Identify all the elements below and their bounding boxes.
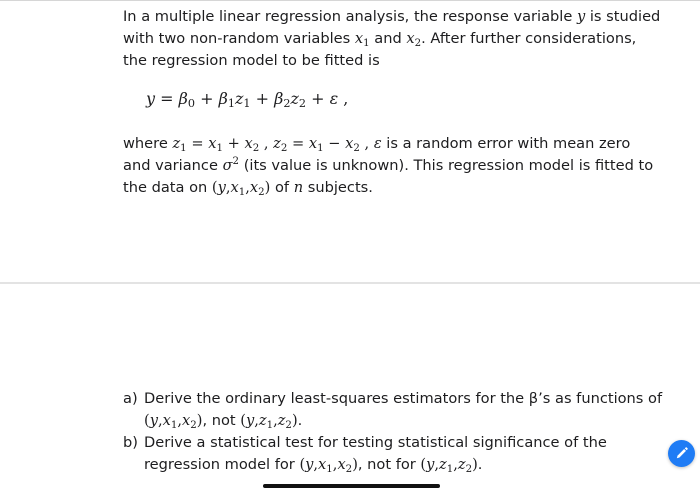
question-a: a) Derive the ordinary least-squares estimators for the β’s as functions of $(y,x_1,x_2)$, not $(y,z_1,z_2)$. <box>123 390 663 431</box>
question-b: b) Derive a statistical test for testing statistical significance of the regression model for $(y,x_1,x_2)$, not for $(y,z_1,z_2)$. <box>123 434 607 475</box>
question-label: b) <box>123 434 138 451</box>
edit-button[interactable] <box>668 440 695 467</box>
questions-list <box>123 388 663 476</box>
intro-line-1: In a multiple linear regression analysis, the response variable y is studied <box>123 8 661 25</box>
where-line-3: the data on $(y,x_1,x_2)$ of n subjects. <box>123 179 373 198</box>
top-divider <box>0 0 700 1</box>
where-line-2: and variance $\sigma^2$ (its value is unknown). This regression model is fitted to <box>123 156 654 174</box>
section-divider <box>0 282 700 284</box>
where-paragraph <box>123 133 654 199</box>
intro-line-2: with two non-random variables $x_1$ and $x_2$. After further considerations, <box>123 30 637 49</box>
model-equation: $y = \beta_0 + \beta_1z_1 + \beta_2z_2 + \varepsilon$ , <box>146 89 349 110</box>
question-label: a) <box>123 390 138 407</box>
pencil-icon <box>674 446 689 461</box>
intro-line-3: the regression model to be fitted is <box>123 52 380 69</box>
where-line-1: where $z_1 = x_1 + x_2$ , $z_2 = x_1 - x_2$ , ε is a random error with mean zero <box>123 135 631 154</box>
intro-paragraph <box>123 6 661 72</box>
home-indicator[interactable] <box>263 484 440 488</box>
